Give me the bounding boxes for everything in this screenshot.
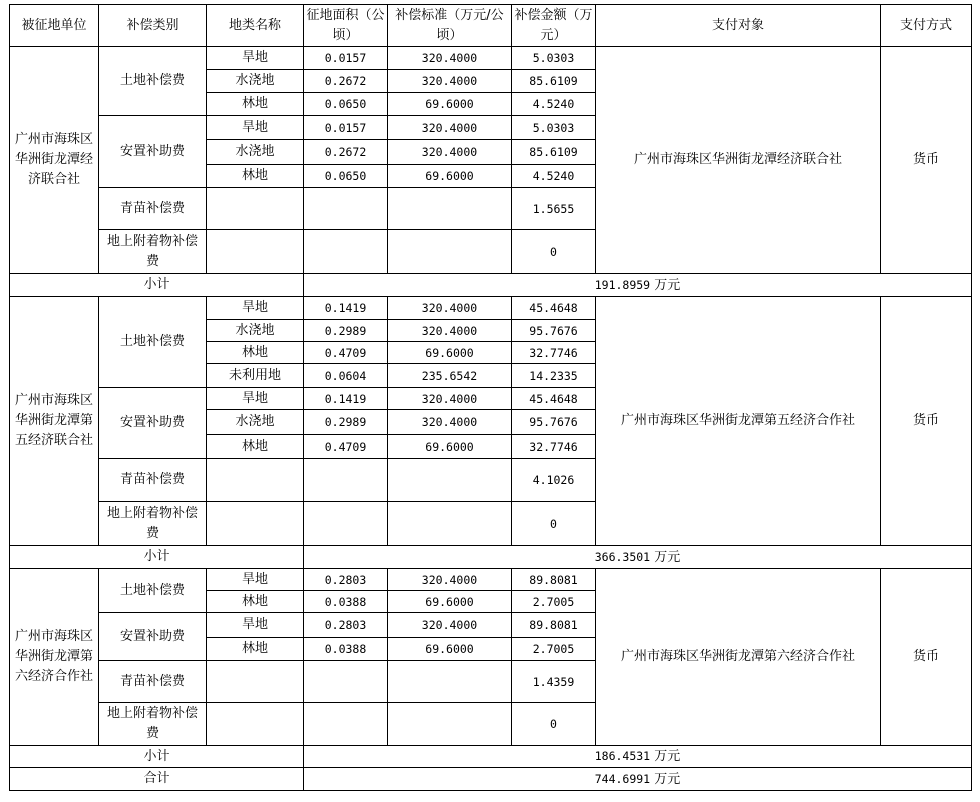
area-cell: 0.2989 [304,410,388,435]
total-value [304,768,972,791]
header-standard: 补偿标准（万元/公顷） [388,5,512,47]
standard-cell: 320.4000 [388,140,512,165]
empty-cell [304,230,388,274]
land-type-cell: 旱地 [207,47,304,70]
method-1: 货币 [881,47,972,274]
land-type-cell: 旱地 [207,116,304,140]
land-type-cell: 水浇地 [207,410,304,435]
subtotal-unit: 万元 [654,549,681,565]
subtotal-unit: 万元 [654,749,681,764]
empty-cell [304,703,388,746]
subtotal-value-3 [304,746,972,768]
land-type-cell: 林地 [207,638,304,661]
amount-cell: 5.0303 [512,47,596,70]
area-cell: 0.2672 [304,70,388,93]
standard-cell: 320.4000 [388,297,512,320]
category-resettle-2: 安置补助费 [99,388,207,459]
amount-cell: 0 [512,502,596,546]
area-cell: 0.0157 [304,47,388,70]
table-row [10,47,972,70]
header-amount: 补偿金额（万元） [512,5,596,47]
table-header-row [10,5,972,47]
amount-cell: 5.0303 [512,116,596,140]
land-type-cell: 水浇地 [207,140,304,165]
standard-cell: 69.6000 [388,165,512,188]
standard-cell: 69.6000 [388,435,512,459]
category-attachment-2: 地上附着物补偿费 [99,502,207,546]
payee-3: 广州市海珠区华洲街龙潭第六经济合作社 [596,569,881,746]
empty-cell [304,188,388,230]
area-cell: 0.2803 [304,613,388,638]
empty-cell [207,459,304,502]
area-cell: 0.2672 [304,140,388,165]
empty-cell [388,459,512,502]
amount-cell: 0 [512,703,596,746]
unit-name-3: 广州市海珠区华洲街龙潭第六经济合作社 [10,569,99,746]
category-attachment-3: 地上附着物补偿费 [99,703,207,746]
empty-cell [388,502,512,546]
standard-cell: 69.6000 [388,93,512,116]
amount-cell: 4.1026 [512,459,596,502]
area-cell: 0.1419 [304,388,388,410]
subtotal-label-1: 小计 [10,274,304,297]
total-unit: 万元 [654,771,681,787]
header-area: 征地面积（公顷） [304,5,388,47]
category-seedling-1: 青苗补偿费 [99,188,207,230]
category-seedling-2: 青苗补偿费 [99,459,207,502]
amount-cell: 89.8081 [512,613,596,638]
subtotal-number: 366.3501 [594,549,651,564]
header-land-type: 地类名称 [207,5,304,47]
land-type-cell: 旱地 [207,388,304,410]
standard-cell: 320.4000 [388,320,512,342]
amount-cell: 32.7746 [512,435,596,459]
header-payee: 支付对象 [596,5,881,47]
subtotal-label-2: 小计 [10,546,304,569]
area-cell: 0.0388 [304,591,388,613]
total-number: 744.6991 [594,771,651,786]
standard-cell: 320.4000 [388,388,512,410]
land-type-cell: 水浇地 [207,320,304,342]
header-unit: 被征地单位 [10,5,99,47]
category-seedling-3: 青苗补偿费 [99,661,207,703]
compensation-table [9,4,972,791]
standard-cell: 320.4000 [388,410,512,435]
total-label: 合计 [10,768,304,791]
land-type-cell: 旱地 [207,569,304,591]
total-row [10,768,972,791]
amount-cell: 2.7005 [512,591,596,613]
subtotal-number: 191.8959 [594,277,651,292]
header-method: 支付方式 [881,5,972,47]
area-cell: 0.0157 [304,116,388,140]
empty-cell [207,703,304,746]
land-type-cell: 林地 [207,435,304,459]
amount-cell: 95.7676 [512,410,596,435]
category-resettle-1: 安置补助费 [99,116,207,188]
amount-cell: 85.6109 [512,70,596,93]
area-cell: 0.2989 [304,320,388,342]
unit-name-1: 广州市海珠区华洲街龙潭经济联合社 [10,47,99,274]
payee-2: 广州市海珠区华洲街龙潭第五经济合作社 [596,297,881,546]
land-type-cell: 旱地 [207,297,304,320]
land-type-cell: 旱地 [207,613,304,638]
amount-cell: 85.6109 [512,140,596,165]
category-land-1: 土地补偿费 [99,47,207,116]
standard-cell: 235.6542 [388,364,512,388]
empty-cell [388,188,512,230]
standard-cell: 320.4000 [388,70,512,93]
amount-cell: 45.4648 [512,297,596,320]
area-cell: 0.0650 [304,93,388,116]
empty-cell [304,502,388,546]
land-type-cell: 林地 [207,591,304,613]
empty-cell [207,661,304,703]
amount-cell: 95.7676 [512,320,596,342]
category-attachment-1: 地上附着物补偿费 [99,230,207,274]
land-type-cell: 林地 [207,93,304,116]
land-type-cell: 未利用地 [207,364,304,388]
subtotal-number: 186.4531 [594,749,651,763]
land-type-cell: 林地 [207,165,304,188]
table-row [10,297,972,320]
subtotal-unit: 万元 [654,277,681,293]
standard-cell: 320.4000 [388,613,512,638]
empty-cell [304,459,388,502]
subtotal-row [10,546,972,569]
category-land-3: 土地补偿费 [99,569,207,613]
category-land-2: 土地补偿费 [99,297,207,388]
amount-cell: 4.5240 [512,165,596,188]
area-cell: 0.2803 [304,569,388,591]
subtotal-value-1 [304,274,972,297]
amount-cell: 32.7746 [512,342,596,364]
header-category: 补偿类别 [99,5,207,47]
unit-name-2: 广州市海珠区华洲街龙潭第五经济联合社 [10,297,99,546]
amount-cell: 0 [512,230,596,274]
subtotal-row [10,746,972,768]
empty-cell [388,661,512,703]
empty-cell [207,188,304,230]
empty-cell [207,502,304,546]
standard-cell: 69.6000 [388,591,512,613]
land-type-cell: 林地 [207,342,304,364]
standard-cell: 320.4000 [388,569,512,591]
standard-cell: 320.4000 [388,116,512,140]
amount-cell: 1.4359 [512,661,596,703]
subtotal-value-2 [304,546,972,569]
amount-cell: 45.4648 [512,388,596,410]
method-3: 货币 [881,569,972,746]
amount-cell: 2.7005 [512,638,596,661]
area-cell: 0.1419 [304,297,388,320]
amount-cell: 14.2335 [512,364,596,388]
standard-cell: 69.6000 [388,638,512,661]
empty-cell [388,703,512,746]
table-row [10,569,972,591]
area-cell: 0.0650 [304,165,388,188]
area-cell: 0.0604 [304,364,388,388]
amount-cell: 1.5655 [512,188,596,230]
standard-cell: 320.4000 [388,47,512,70]
amount-cell: 4.5240 [512,93,596,116]
empty-cell [388,230,512,274]
payee-1: 广州市海珠区华洲街龙潭经济联合社 [596,47,881,274]
empty-cell [207,230,304,274]
area-cell: 0.4709 [304,435,388,459]
area-cell: 0.0388 [304,638,388,661]
subtotal-row [10,274,972,297]
method-2: 货币 [881,297,972,546]
area-cell: 0.4709 [304,342,388,364]
empty-cell [304,661,388,703]
category-resettle-3: 安置补助费 [99,613,207,661]
amount-cell: 89.8081 [512,569,596,591]
standard-cell: 69.6000 [388,342,512,364]
land-type-cell: 水浇地 [207,70,304,93]
subtotal-label-3: 小计 [10,746,304,768]
